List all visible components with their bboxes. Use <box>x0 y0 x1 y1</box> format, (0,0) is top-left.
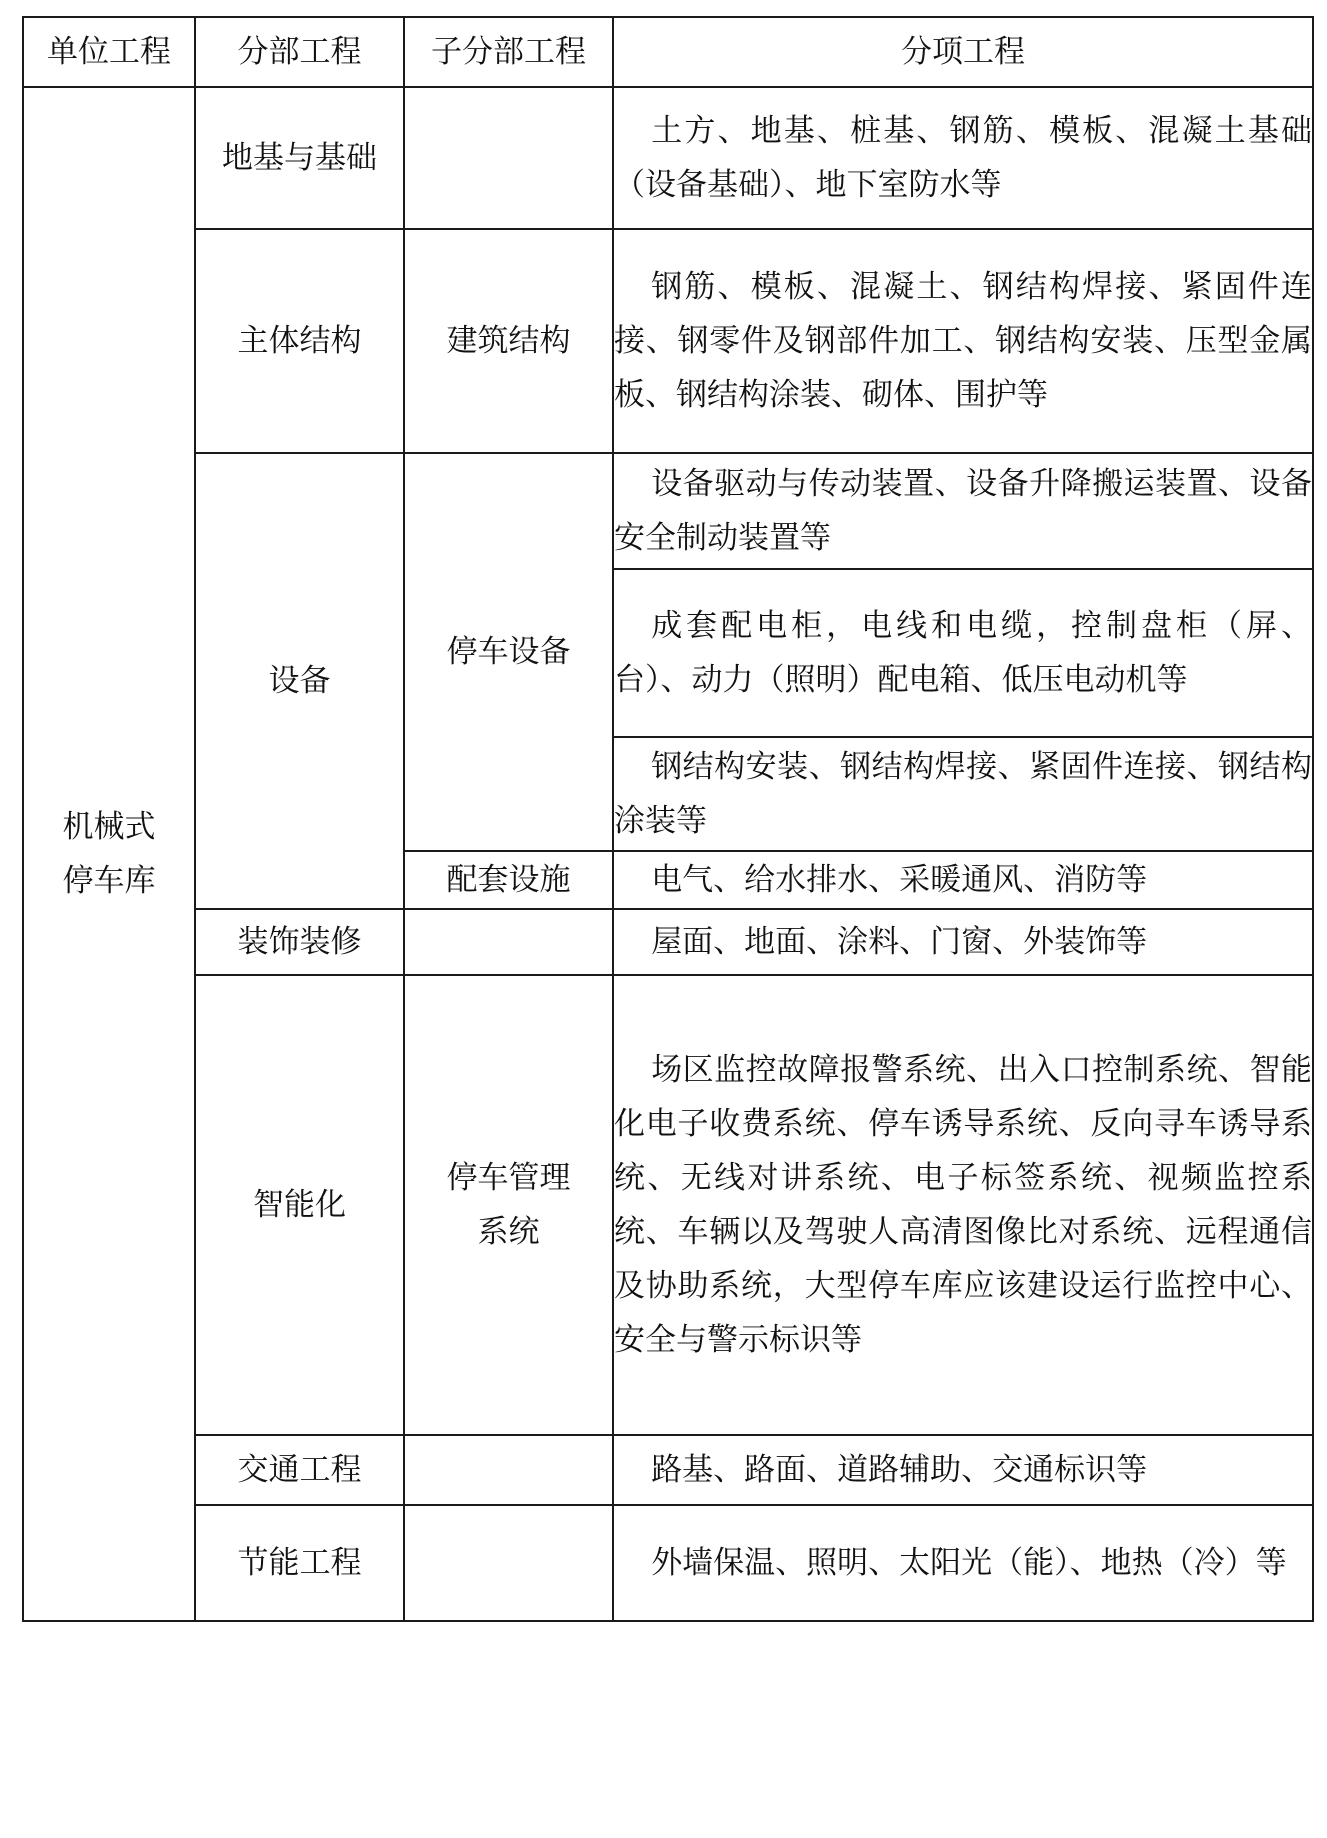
division-cell: 智能化 <box>195 975 404 1435</box>
division-cell: 装饰装修 <box>195 909 404 975</box>
subdivision-cell: 停车设备 <box>404 453 613 851</box>
unit-name-line2: 停车库 <box>62 863 156 899</box>
table-row <box>23 87 1313 229</box>
division-cell: 交通工程 <box>195 1435 404 1505</box>
header-item: 分项工程 <box>613 17 1313 87</box>
unit-name-cell <box>23 87 195 1621</box>
header-row <box>23 17 1313 87</box>
table-row <box>23 975 1313 1435</box>
item-cell: 屋面、地面、涂料、门窗、外装饰等 <box>613 909 1313 975</box>
division-cell: 节能工程 <box>195 1505 404 1621</box>
subdivision-cell: 建筑结构 <box>404 229 613 453</box>
table-row <box>23 909 1313 975</box>
table-row <box>23 453 1313 569</box>
table-row <box>23 229 1313 453</box>
table-row <box>23 1505 1313 1621</box>
item-cell: 外墙保温、照明、太阳光（能）、地热（冷）等 <box>613 1505 1313 1621</box>
item-cell: 场区监控故障报警系统、出入口控制系统、智能化电子收费系统、停车诱导系统、反向寻车诱导系统、无线对讲系统、电子标签系统、视频监控系统、车辆以及驾驶人高清图像比对系统、远程通信及协助系统，大型停车库应该建设运行监控中心、安全与警示标识等 <box>613 975 1313 1435</box>
division-cell: 主体结构 <box>195 229 404 453</box>
division-cell: 地基与基础 <box>195 87 404 229</box>
subdivision-cell <box>404 87 613 229</box>
unit-name-line1: 机械式 <box>62 809 156 845</box>
subdivision-line2: 系统 <box>477 1214 540 1250</box>
item-cell: 电气、给水排水、采暖通风、消防等 <box>613 851 1313 909</box>
item-cell: 土方、地基、桩基、钢筋、模板、混凝土基础（设备基础）、地下室防水等 <box>613 87 1313 229</box>
subdivision-cell <box>404 975 613 1435</box>
table-row <box>23 1435 1313 1505</box>
item-cell: 钢结构安装、钢结构焊接、紧固件连接、钢结构涂装等 <box>613 737 1313 851</box>
item-cell: 钢筋、模板、混凝土、钢结构焊接、紧固件连接、钢零件及钢部件加工、钢结构安装、压型金属板、钢结构涂装、砌体、围护等 <box>613 229 1313 453</box>
item-cell: 设备驱动与传动装置、设备升降搬运装置、设备安全制动装置等 <box>613 453 1313 569</box>
subdivision-cell <box>404 1435 613 1505</box>
project-division-table <box>22 16 1314 1622</box>
header-unit: 单位工程 <box>23 17 195 87</box>
item-cell: 成套配电柜，电线和电缆，控制盘柜（屏、台）、动力（照明）配电箱、低压电动机等 <box>613 569 1313 737</box>
subdivision-cell: 配套设施 <box>404 851 613 909</box>
item-cell: 路基、路面、道路辅助、交通标识等 <box>613 1435 1313 1505</box>
header-division: 分部工程 <box>195 17 404 87</box>
subdivision-cell <box>404 1505 613 1621</box>
division-cell: 设备 <box>195 453 404 909</box>
subdivision-line1: 停车管理 <box>446 1160 571 1196</box>
header-subdivision: 子分部工程 <box>404 17 613 87</box>
subdivision-cell <box>404 909 613 975</box>
